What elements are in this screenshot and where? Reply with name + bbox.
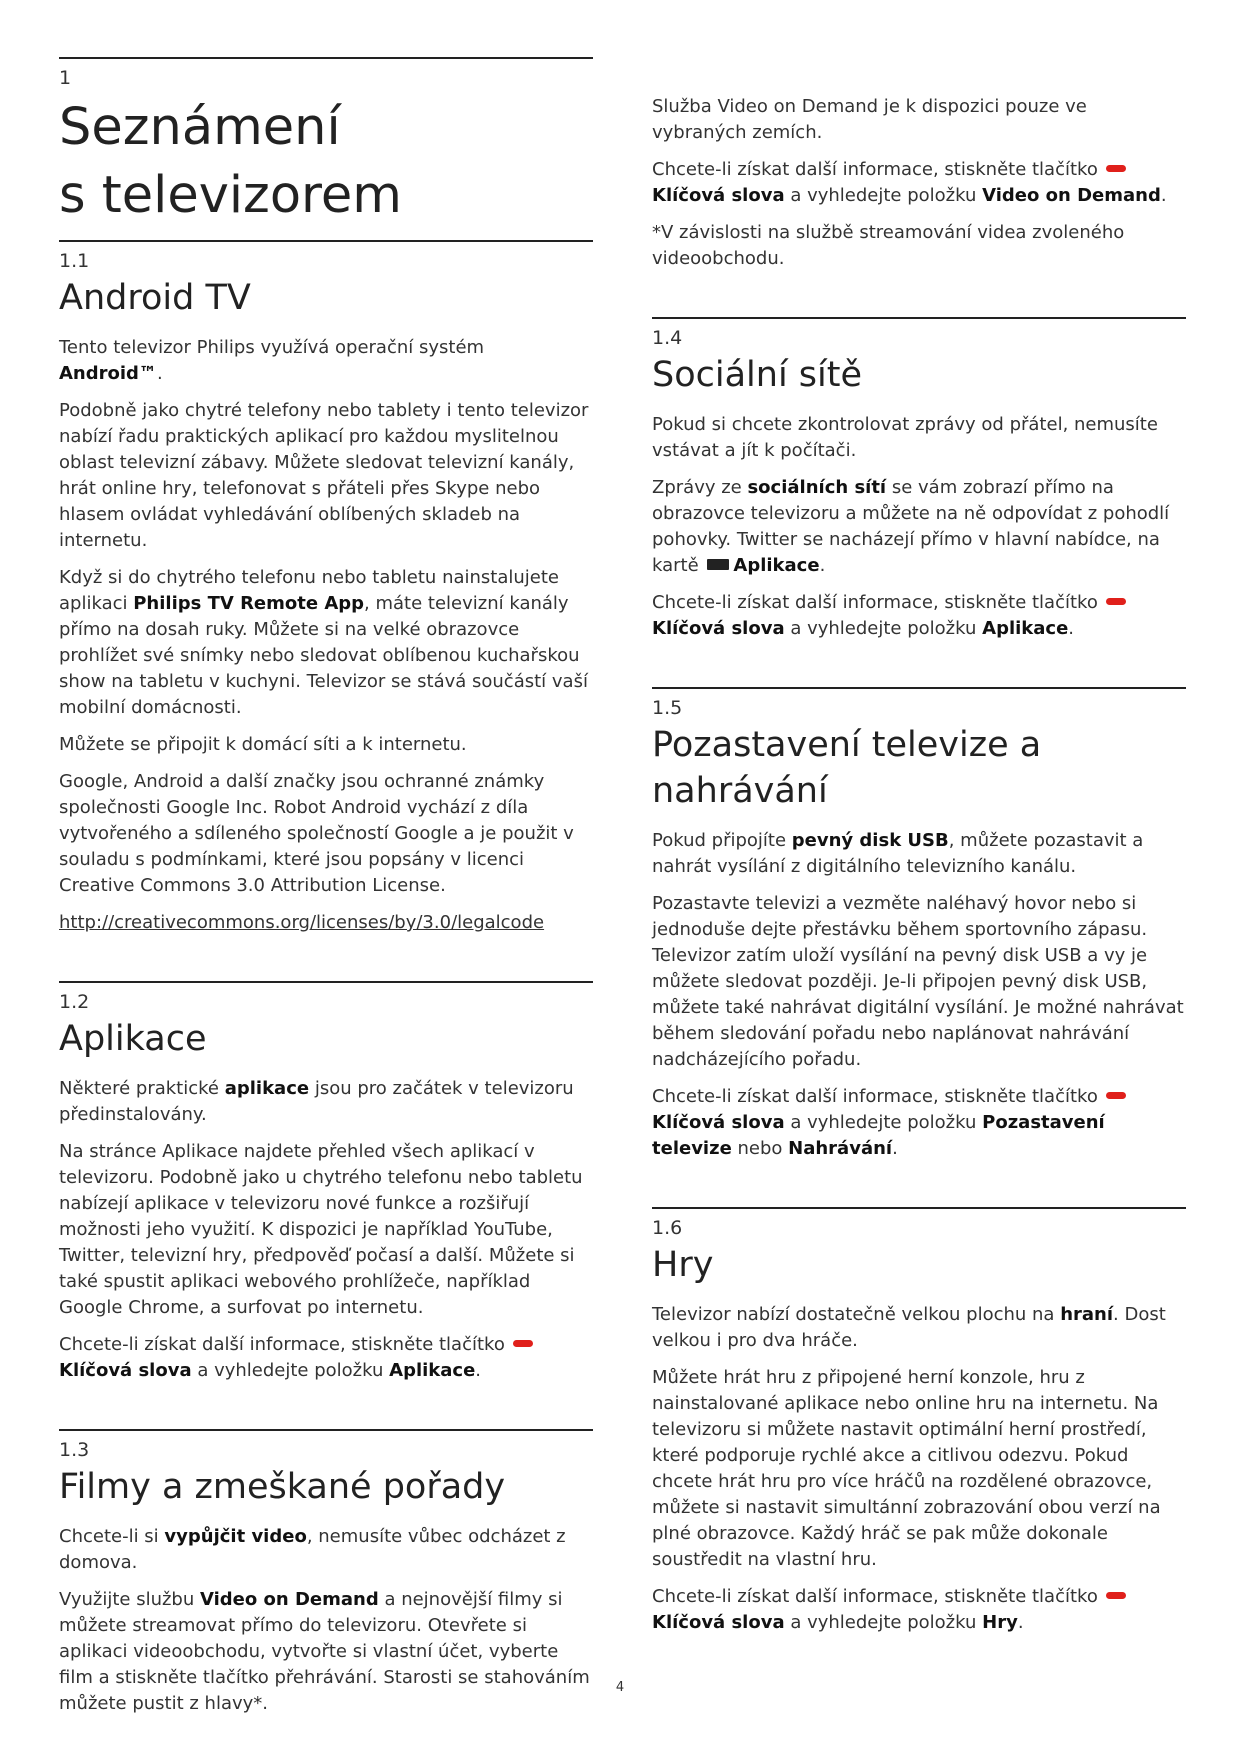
right-column xyxy=(652,58,1186,1647)
paragraph: Pokud připojíte pevný disk USB, můžete pozastavit a nahrát vysílání z digitálního televizního kanálu. xyxy=(652,830,1144,877)
chapter-rule xyxy=(59,57,593,59)
paragraph: Chcete-li získat další informace, stiskněte tlačítko Klíčová slova a vyhledejte položku Aplikace. xyxy=(59,1332,593,1384)
paragraph: Některé praktické aplikace jsou pro začátek v televizoru předinstalovány. xyxy=(59,1078,574,1125)
paragraph: Pokud si chcete zkontrolovat zprávy od přátel, nemusíte vstávat a jít k počítači. xyxy=(652,414,1158,461)
paragraph: Google, Android a další značky jsou ochranné známky společnosti Google Inc. Robot Android vychází z díla vytvořeného a sdíleného společností Google a je použit v souladu s podmínkami, které jsou popsány v licenci Creative Commons 3.0 Attribution License. xyxy=(59,771,574,896)
paragraph: Chcete-li získat další informace, stiskněte tlačítko Klíčová slova a vyhledejte položku Video on Demand. xyxy=(652,159,1167,206)
paragraph: Tento televizor Philips využívá operační systém Android™. xyxy=(59,337,485,384)
paragraph: Chcete-li získat další informace, stiskněte tlačítko Klíčová slova a vyhledejte položku Pozastavení televize nebo Nahrávání. xyxy=(652,1084,1186,1162)
paragraph: Zprávy ze sociálních sítí se vám zobrazí přímo na obrazovce televizoru a můžete na ně odpovídat z pohodlí pohovky. Twitter se nacházejí přímo v hlavní nabídce, na kartě Aplikace. xyxy=(652,477,1170,576)
section-title-1-2: Aplikace xyxy=(59,1019,207,1059)
left-column xyxy=(59,57,593,1728)
paragraph: Můžete se připojit k domácí síti a k internetu. xyxy=(59,734,467,755)
red-key-icon xyxy=(513,1340,533,1347)
chapter-title-line2: s televizorem xyxy=(59,166,402,225)
section-rule-1-6 xyxy=(652,1207,1186,1209)
paragraph: Využijte službu Video on Demand a nejnovější filmy si můžete streamovat přímo do televizoru. Otevřete si aplikaci videoobchodu, vytvořte si vlastní účet, vyberte film a stiskněte tlačítko přehrávání. Starosti se stahováním můžete pustit z hlavy*. xyxy=(59,1589,590,1714)
section-title-1-4: Sociální sítě xyxy=(652,355,863,395)
section-number-1-6: 1.6 xyxy=(652,1217,683,1239)
section-rule-1-5 xyxy=(652,687,1186,689)
section-title-1-3: Filmy a zmeškané pořady xyxy=(59,1467,506,1507)
section-number-1-1: 1.1 xyxy=(59,250,90,272)
paragraph: Chcete-li získat další informace, stiskněte tlačítko Klíčová slova a vyhledejte položku Hry. xyxy=(652,1584,1186,1636)
chapter-number: 1 xyxy=(59,67,72,89)
license-link-paragraph xyxy=(59,910,593,936)
section-rule-1-4 xyxy=(652,317,1186,319)
red-key-icon xyxy=(1106,1092,1126,1099)
paragraph: Na stránce Aplikace najdete přehled všech aplikací v televizoru. Podobně jako u chytrého telefonu nebo tabletu nabízejí aplikace v televizoru nové funkce a rozšiřují možnosti jeho využití. K dispozici je například YouTube, Twitter, televizní hry, předpověď počasí a další. Můžete si také spustit aplikaci webového prohlížeče, například Google Chrome, a surfovat po internetu. xyxy=(59,1141,583,1318)
section-number-1-2: 1.2 xyxy=(59,991,90,1013)
red-key-icon xyxy=(1106,165,1126,172)
section-title-1-6: Hry xyxy=(652,1245,714,1285)
license-link[interactable]: http://creativecommons.org/licenses/by/3.0/legalcode xyxy=(59,912,545,933)
section-rule-1-1 xyxy=(59,240,593,242)
paragraph: Pozastavte televizi a vezměte naléhavý hovor nebo si jednoduše dejte přestávku během sportovního zápasu. Televizor zatím uloží vysílání na pevný disk USB a vy je můžete sledovat později. Je-li připojen pevný disk USB, můžete také nahrávat digitální vysílání. Je možné nahrávat během sledování pořadu nebo naplánovat nahrávání nadcházejícího pořadu. xyxy=(652,893,1184,1070)
red-key-icon xyxy=(1106,1592,1126,1599)
page-number: 4 xyxy=(615,1680,625,1695)
red-key-icon xyxy=(1106,598,1126,605)
apps-tab-icon xyxy=(707,559,729,570)
paragraph: Když si do chytrého telefonu nebo tabletu nainstalujete aplikaci Philips TV Remote App, máte televizní kanály přímo na dosah ruky. Můžete si na velké obrazovce prohlížet své snímky nebo sledovat oblíbenou kuchařskou show na tabletu v kuchyni. Televizor se stává součástí vaší mobilní domácnosti. xyxy=(59,567,588,718)
section-title-1-1: Android TV xyxy=(59,278,251,318)
section-number-1-4: 1.4 xyxy=(652,327,683,349)
section-rule-1-3 xyxy=(59,1429,593,1431)
chapter-title xyxy=(59,94,593,230)
section-title-1-5: Pozastavení televize a nahrávání xyxy=(652,725,1042,811)
chapter-title-line1: Seznámení xyxy=(59,98,341,157)
section-number-1-3: 1.3 xyxy=(59,1439,90,1461)
section-rule-1-2 xyxy=(59,981,593,983)
paragraph: Služba Video on Demand je k dispozici pouze ve vybraných zemích. xyxy=(652,96,1087,143)
section-number-1-5: 1.5 xyxy=(652,697,683,719)
paragraph: Podobně jako chytré telefony nebo tablety i tento televizor nabízí řadu praktických aplikací pro každou myslitelnou oblast televizní zábavy. Můžete sledovat televizní kanály, hrát online hry, telefonovat s přáteli přes Skype nebo hlasem ovládat vyhledávání oblíbených skladeb na internetu. xyxy=(59,400,589,551)
paragraph: Televizor nabízí dostatečně velkou plochu na hraní. Dost velkou i pro dva hráče. xyxy=(652,1304,1166,1351)
paragraph: Chcete-li získat další informace, stiskněte tlačítko Klíčová slova a vyhledejte položku Aplikace. xyxy=(652,590,1186,642)
paragraph: Chcete-li si vypůjčit video, nemusíte vůbec odcházet z domova. xyxy=(59,1526,566,1573)
paragraph: *V závislosti na službě streamování videa zvoleného videoobchodu. xyxy=(652,222,1125,269)
paragraph: Můžete hrát hru z připojené herní konzole, hru z nainstalované aplikace nebo online hru na internetu. Na televizoru si můžete nastavit optimální herní prostředí, které podporuje rychlé akce a citlivou odezvu. Pokud chcete hrát hru pro více hráčů na rozdělené obrazovce, můžete si nastavit simultánní zobrazování obou verzí na plné obrazovce. Každý hráč se pak může dokonale soustředit na vlastní hru. xyxy=(652,1367,1161,1570)
